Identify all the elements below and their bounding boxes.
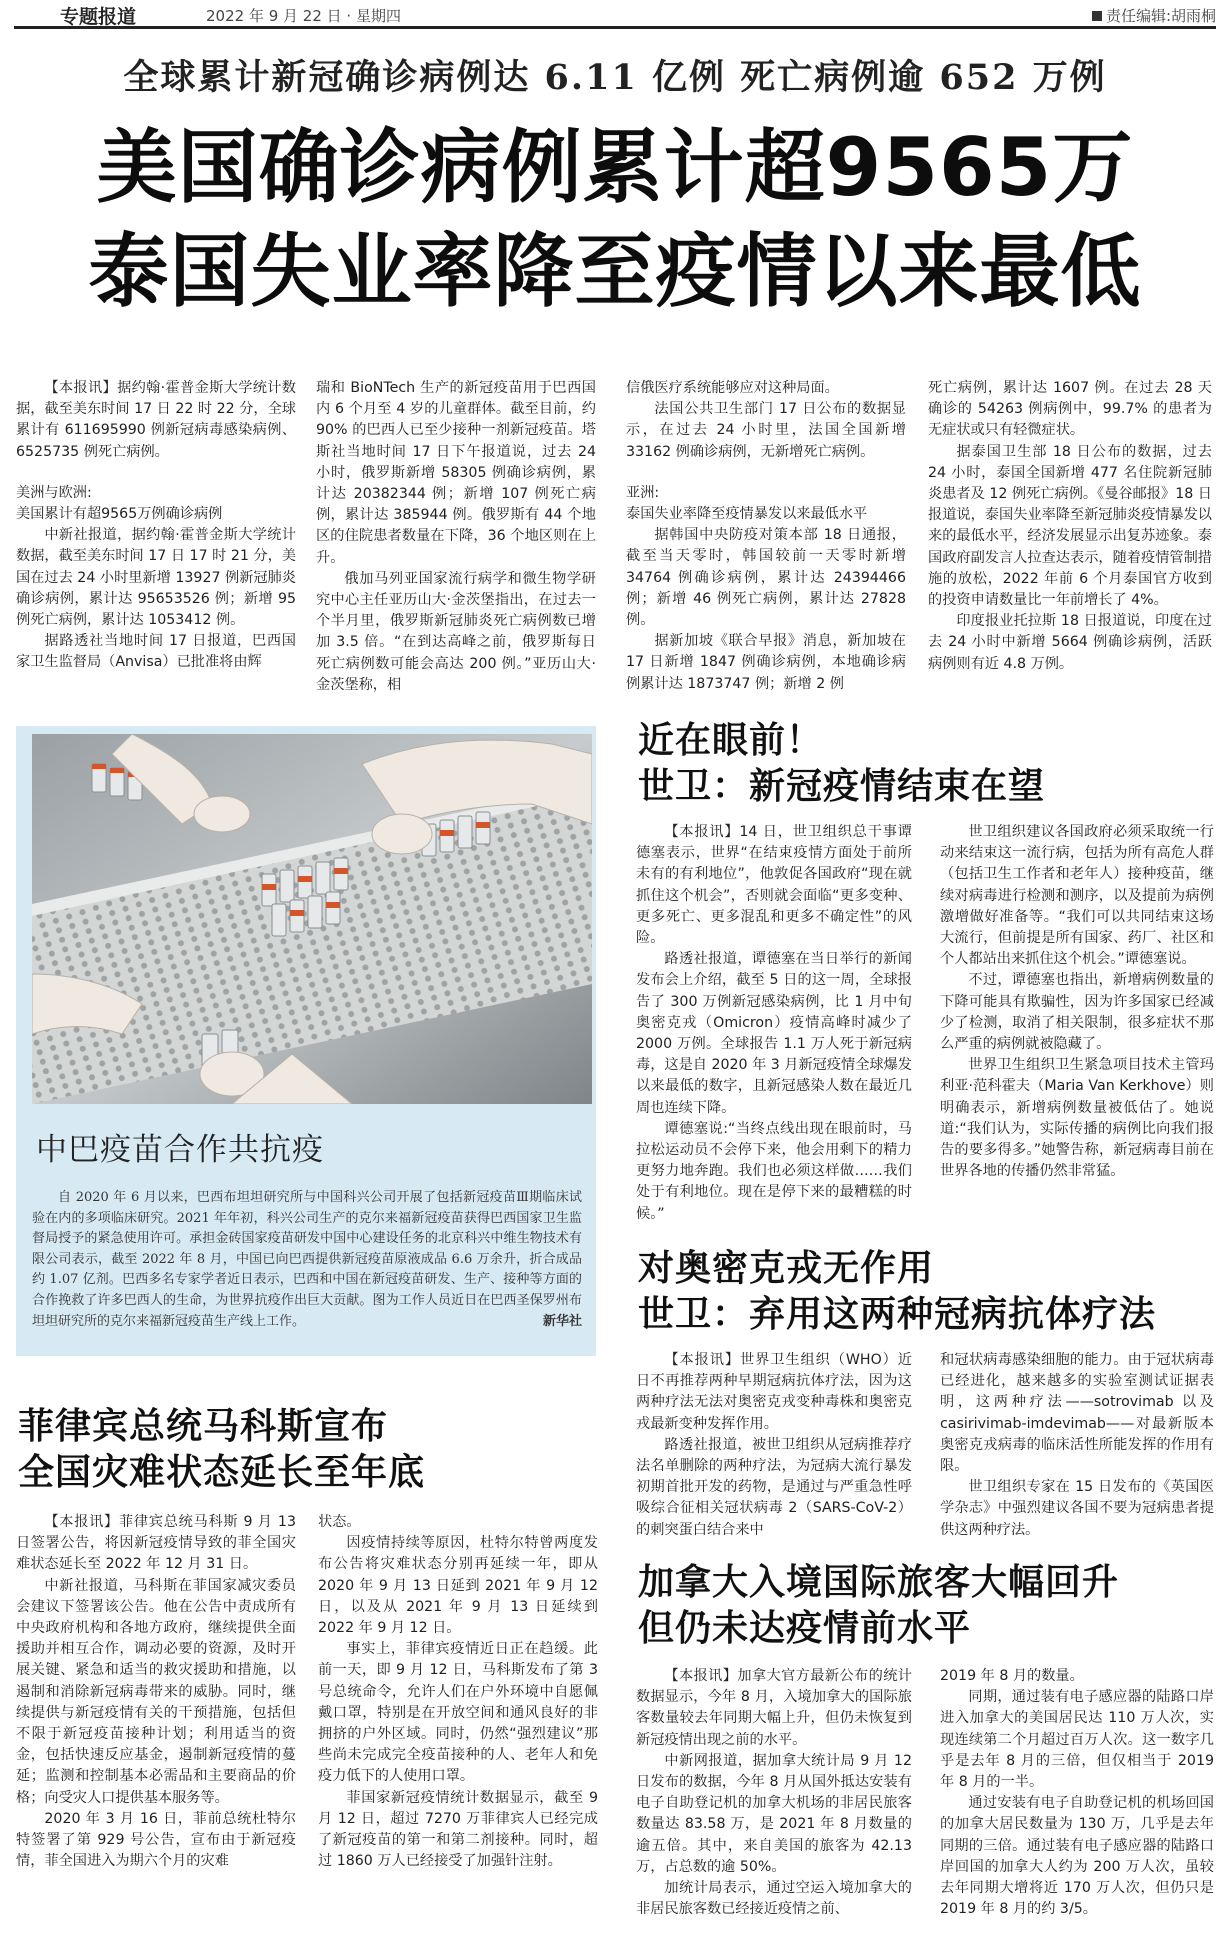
paragraph: 中新网报道，据加拿大统计局 9 月 12 日发布的数据，今年 8 月从国外抵达安装有电子自助登记机的加拿大机场的非居民旅客数量达 83.58 万，是 2021 年 8 月数量的逾五倍。其中，来自美国的旅客为 42.13 万，占总数的逾 50%。: [636, 1752, 912, 1875]
lead-col-2: [316, 378, 596, 696]
photo-credit: 新华社: [542, 1313, 582, 1329]
subhead: 美国累计有超9565万例确诊病例: [16, 506, 223, 523]
paragraph: 世界卫生组织卫生紧急项目技术主管玛利亚·范科霍夫（Maria Van Kerkhove）则明确表示，新增病例数量被低估了。她说道:“我们认为，实际传播的病例比向我们报告的要多得多。”她警告称，新冠病毒目前在世界各地的传播仍然非常猛。: [940, 1057, 1214, 1180]
who-end-col-2: [940, 822, 1214, 1182]
lead-col-1: [16, 378, 296, 674]
lead-col-4: [928, 378, 1212, 675]
paragraph: 不过，谭德塞也指出，新增病例数量的下降可能具有欺骗性，因为许多国家已经减少了检测，取消了相关限制，很多症状不那么严重的病例就被隐藏了。: [940, 972, 1214, 1053]
paragraph: 印度报业托拉斯 18 日报道说，印度在过去 24 小时中新增 5664 例确诊病例，活跃病例则有近 4.8 万例。: [928, 613, 1212, 672]
paragraph: 【本报讯】14 日，世卫组织总干事谭德塞表示，世界“在结束疫情方面处于前所未有的有利地位”，他敦促各国政府“现在就抓住这个机会”，否则就会面临“更多变种、更多死亡、更多混乱和更多不确定性”的风险。: [636, 824, 912, 947]
title-line-1: 近在眼前！: [638, 720, 824, 761]
canada-col-1: [636, 1666, 912, 1920]
issue-date: 2022 年 9 月 22 日 · 星期四: [206, 7, 401, 25]
subhead-region: 亚洲:: [626, 484, 660, 501]
philippines-title: [18, 1404, 425, 1496]
square-bullet-icon: [1092, 11, 1102, 21]
subhead-region: 美洲与欧洲:: [16, 484, 92, 501]
paragraph: 中新社报道，据约翰·霍普金斯大学统计数据，截至美东时间 17 日 17 时 21 分，美国在过去 24 小时里新增 13927 例新冠肺炎确诊病例，累计达 95653526 例；新增 95 例死亡病例，累计达 1053412 例。: [16, 527, 296, 629]
paragraph: 世卫组织专家在 15 日发布的《英国医学杂志》中强烈建议各国不要为冠病患者提供这两种疗法。: [940, 1479, 1214, 1538]
paragraph: 【本报讯】世界卫生组织（WHO）近日不再推荐两种早期冠病抗体疗法，因为这两种疗法无法对奥密克戎变种毒株和奥密克戎最新变种发挥作用。: [636, 1352, 912, 1432]
paragraph: 事实上，菲律宾疫情近日正在趋缓。此前一天，即 9 月 12 日，马科斯发布了第 3 号总统命令，允许人们在户外环境中自愿佩戴口罩，特别是在开放空间和通风良好的非拥挤的户外区域。同时，仍然“强烈建议”那些尚未完成完全疫苗接种的人、老年人和免疫力低下的人使用口罩。: [318, 1641, 598, 1785]
paragraph: 2020 年 3 月 16 日，菲前总统杜特尔特签署了第 929 号公告，宣布由于新冠疫情，菲全国进入为期六个月的灾难: [16, 1810, 296, 1870]
paragraph: 中新社报道，马科斯在菲国家减灾委员会建议下签署该公告。他在公告中责成所有中央政府机构和各地方政府，继续提供全面援助并相互合作，调动必要的资源，及时开展关键、紧急和适当的救灾援助和措施，以遏制和消除新冠病毒带来的威胁。同时，继续提供与新冠疫情有关的干预措施，包括但不限于新冠疫苗接种计划；利用适当的资金，包括快速反应基金，遏制新冠疫情的蔓延；监测和控制基本必需品和主要商品的价格；向受灾人口提供基本服务等。: [16, 1577, 296, 1806]
paragraph: 【本报讯】加拿大官方最新公布的统计数据显示，今年 8 月，入境加拿大的国际旅客数量较去年同期大幅上升，但仍未恢复到新冠疫情出现之前的水平。: [636, 1668, 912, 1748]
paragraph: 因疫情持续等原因，杜特尔特曾两度发布公告将灾难状态分别再延续一年，即从 2020 年 9 月 13 日延到 2021 年 9 月 12 日，以及从 2021 年 9 月 13 日延续到 2022 年 9 月 12 日。: [318, 1535, 598, 1637]
vaccine-production-photo: [32, 734, 592, 1104]
title-line-2: 全国灾难状态延长至年底: [18, 1452, 426, 1493]
paragraph: 菲国家新冠疫情统计数据显示，截至 9 月 12 日，超过 7270 万菲律宾人已经完成了新冠疫苗的第一和第二剂接种。同时，超过 1860 万人已经接受了加强针注射。: [318, 1789, 598, 1870]
title-line-2: 世卫：弃用这两种冠病抗体疗法: [638, 1294, 1157, 1335]
section-name: 专题报道: [60, 6, 137, 28]
photo-box-title: 中巴疫苗合作共抗疫: [36, 1132, 324, 1168]
canada-col-2: [940, 1666, 1214, 1920]
paragraph: 据韩国中央防疫对策本部 18 日通报，截至当天零时，韩国较前一天零时新增 34764 例确诊病例，累计达 24394466 例；新增 46 例死亡病例，累计达 27828 例。: [626, 527, 906, 629]
kicker: 全球累计新冠确诊病例达 6.11 亿例 死亡病例逾 652 万例: [123, 57, 1107, 98]
paragraph: 谭德塞说:“当终点线出现在眼前时，马拉松运动员不会停下来，他会用剩下的精力更努力地奔跑。我们也必须这样做……我们处于有利地位。现在是停下来的最糟糕的时候。”: [636, 1120, 912, 1222]
caption-text: 自 2020 年 6 月以来，巴西布坦坦研究所与中国科兴公司开展了包括新冠疫苗Ⅲ期临床试验在内的多项临床研究。2021 年年初，科兴公司生产的克尔来福新冠疫苗获得巴西国家卫生监督局授予的紧急使用许可。承担金砖国家疫苗研发中国中心建设任务的北京科兴中维生物技术有限公司表示，截至 2022 年 8 月，中国已向巴西提供新冠疫苗原液成品 6.6 万余升，折合成品约 1.07 亿剂。巴西多名专家学者近日表示，巴西和中国在新冠疫苗研发、生产、接种等方面的合作挽救了许多巴西人的生命，为世界抗疫作出巨大贡献。图为工作人员近日在巴西圣保罗州布坦坦研究所的克尔来福新冠疫苗生产线上工作。: [32, 1190, 582, 1329]
subhead: 泰国失业率降至疫情暴发以来最低水平: [626, 506, 868, 523]
paragraph: 路透社报道，谭德塞在当日举行的新闻发布会上介绍，截至 5 日的这一周，全球报告了 300 万例新冠感染病例，比 1 月中旬奥密克戎（Omicron）疫情高峰时减少了 2000 万例。全球报告 1.1 万人死于新冠病毒，这是自 2020 年 3 月新冠疫情全球爆发以来最低的数字，且新冠感染人数在最近几周也连续下降。: [636, 951, 912, 1116]
headline-line-2: 泰国失业率降至疫情以来最低: [88, 225, 1142, 318]
paragraph: 死亡病例，累计达 1607 例。在过去 28 天确诊的 54263 例病例中，99.7% 的患者为无症状或只有轻微症状。: [928, 380, 1212, 439]
paragraph: 据路透社当地时间 17 日报道，巴西国家卫生监督局（Anvisa）已批准将由辉: [16, 633, 296, 671]
paragraph: 路透社报道，被世卫组织从冠病推荐疗法名单删除的两种疗法，为冠病大流行暴发初期首批开发的药物，是通过与严重急性呼吸综合征相关冠状病毒 2（SARS-CoV-2）的刺突蛋白结合来中: [636, 1436, 912, 1538]
paragraph: 通过安装有电子自助登记机的机场回国的加拿大居民数量为 130 万，几乎是去年同期的三倍。通过装有电子感应器的陆路口岸回国的加拿大人约为 200 万人次，虽较去年同期大增将近 170 万人次，但仍只是 2019 年 8 月的约 3/5。: [940, 1795, 1214, 1918]
paragraph: 俄加马列亚国家流行病学和微生物学研究中心主任亚历山大·金茨堡指出，在过去一个半月里，俄罗斯新冠肺炎死亡病例数已增加 3.5 倍。“在到达高峰之前，俄罗斯每日死亡病例数可能会高达 200 例。”亚历山大·金茨堡称，相: [316, 570, 596, 693]
title-line-2: 世卫：新冠疫情结束在望: [638, 766, 1046, 807]
paragraph: 【本报讯】菲律宾总统马科斯 9 月 13 日签署公告，将因新冠疫情导致的菲全国灾难状态延长至 2022 年 12 月 31 日。: [16, 1514, 296, 1573]
paragraph: 信俄医疗系统能够应对这种局面。: [626, 380, 839, 396]
title-line-1: 加拿大入境国际旅客大幅回升: [638, 1562, 1120, 1603]
photo-box-caption: [32, 1188, 582, 1332]
photo-illustration: [32, 734, 592, 1104]
paragraph: 2019 年 8 月的数量。: [940, 1668, 1084, 1684]
paragraph: 【本报讯】据约翰·霍普金斯大学统计数据，截至美东时间 17 日 22 时 22 分，全球累计有 611695990 例新冠病毒感染病例、6525735 例死亡病例。: [16, 380, 296, 460]
editor-credit: [1092, 5, 1216, 26]
headline-line-1: 美国确诊病例累计超9565万: [96, 121, 1134, 214]
philippines-col-2: [318, 1512, 598, 1872]
title-line-2: 但仍未达疫情前水平: [638, 1608, 972, 1649]
canada-title: [638, 1560, 1119, 1652]
who-antibody-title: [638, 1246, 1156, 1338]
who-end-title: [638, 718, 1045, 810]
paragraph: 瑞和 BioNTech 生产的新冠疫苗用于巴西国内 6 个月至 4 岁的儿童群体。截至目前，约 90% 的巴西人已至少接种一剂新冠疫苗。塔斯社当地时间 17 日下午报道说，过去 24 小时，俄罗斯新增 58305 例确诊病例，累计达 20382344 例；新增 107 例死亡病例，累计达 385944 例。俄罗斯有 44 个地区的住院患者数量在下降，36 个地区则在上升。: [316, 380, 596, 566]
who-antibody-col-2: [940, 1350, 1214, 1541]
paragraph: 和冠状病毒感染细胞的能力。由于冠状病毒已经进化，越来越多的实验室测试证据表明，这两种疗法——sotrovimab 以及 casirivimab-imdevimab——对最新版本奥密克戎病毒的临床活性所能发挥的作用有限。: [940, 1352, 1214, 1475]
editor-name: 责任编辑:胡雨桐: [1105, 7, 1216, 25]
title-line-1: 对奥密克戎无作用: [638, 1248, 935, 1289]
who-antibody-col-1: [636, 1350, 912, 1541]
philippines-col-1: [16, 1512, 296, 1872]
paragraph: 据新加坡《联合早报》消息，新加坡在 17 日新增 1847 例确诊病例，本地确诊病例累计达 1873747 例；新增 2 例: [626, 633, 906, 692]
title-line-1: 菲律宾总统马科斯宣布: [18, 1406, 389, 1447]
lead-col-3: [626, 378, 906, 695]
paragraph: 同期，通过装有电子感应器的陆路口岸进入加拿大的美国居民达 110 万人次，实现连续第二个月超过百万人次。这一数字几乎是去年 8 月的三倍，但仅相当于 2019 年 8 月的一半。: [940, 1689, 1214, 1791]
paragraph: 世卫组织建议各国政府必须采取统一行动来结束这一流行病，包括为所有高危人群（包括卫生工作者和老年人）接种疫苗，继续对病毒进行检测和测序，以及提前为病例激增做好准备等。“我们可以共同结束这场大流行，但前提是所有国家、药厂、社区和个人都站出来抓住这个机会。”谭德塞说。: [940, 824, 1214, 968]
paragraph: 状态。: [318, 1514, 361, 1530]
paragraph: 加统计局表示，通过空运入境加拿大的非居民旅客数已经接近疫情之前、: [636, 1880, 912, 1918]
paragraph: 据泰国卫生部 18 日公布的数据，过去 24 小时，泰国全国新增 477 名住院新冠肺炎患者及 12 例死亡病例。《曼谷邮报》18 日报道说，泰国失业率降至新冠肺炎疫情暴发以来的最低水平，经济发展显示出复苏迹象。泰国政府副发言人拉查达表示，随着疫情管制措施的放松，2022 年前 6 个月泰国官方收到的投资申请数量比一年前增长了 4%。: [928, 443, 1212, 609]
paragraph: 法国公共卫生部门 17 日公布的数据显示，在过去 24 小时里，法国全国新增 33162 例确诊病例，无新增死亡病例。: [626, 401, 906, 460]
page-header: [14, 0, 1216, 29]
who-end-col-1: [636, 822, 912, 1225]
